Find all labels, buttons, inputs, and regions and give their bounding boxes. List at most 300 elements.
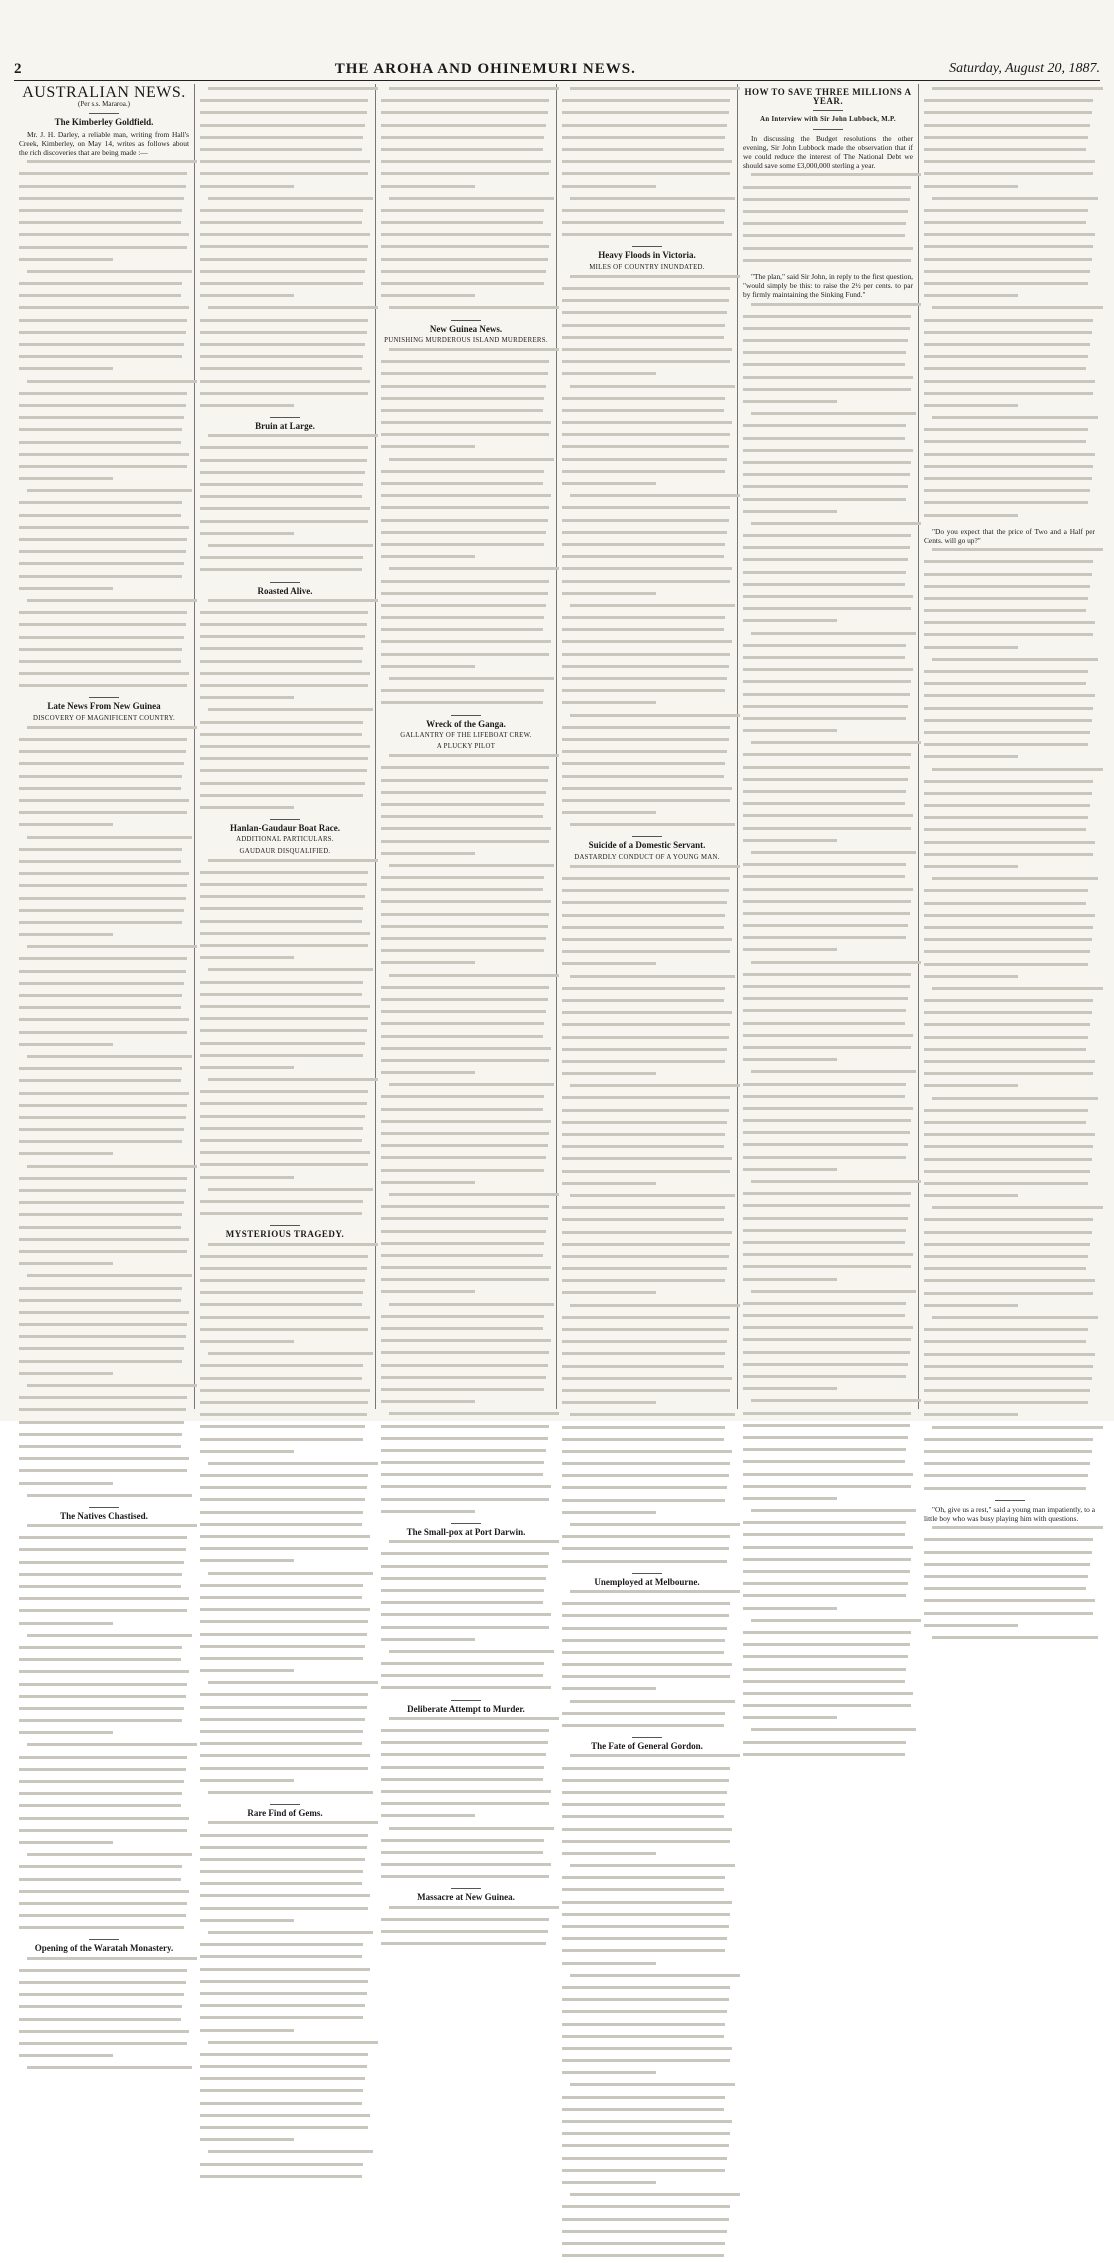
heading-mysterious-tragedy: MYSTERIOUS TRAGEDY. bbox=[225, 1229, 345, 1240]
text-line bbox=[924, 597, 1095, 606]
text-line bbox=[743, 1229, 913, 1238]
text-line bbox=[924, 343, 1095, 352]
text-line bbox=[924, 1474, 1095, 1483]
text-line bbox=[381, 1552, 551, 1561]
text-line bbox=[19, 1646, 189, 1655]
text-line bbox=[743, 210, 913, 219]
heading-massacre: Massacre at New Guinea. bbox=[417, 1892, 515, 1903]
text-line bbox=[381, 185, 551, 194]
text-line bbox=[562, 1352, 732, 1361]
text-line bbox=[743, 1643, 913, 1652]
text-line bbox=[562, 750, 732, 759]
text-line bbox=[562, 1651, 732, 1660]
text-line bbox=[381, 876, 551, 885]
text-line bbox=[200, 1127, 370, 1136]
text-line bbox=[562, 287, 732, 296]
divider bbox=[89, 113, 119, 114]
text-line bbox=[19, 897, 189, 906]
text-line bbox=[381, 677, 551, 686]
text-line bbox=[19, 197, 189, 206]
text-line bbox=[19, 1841, 189, 1850]
text-line bbox=[200, 1450, 370, 1459]
text-line bbox=[381, 1290, 551, 1299]
text-line bbox=[924, 99, 1095, 108]
text-line bbox=[381, 1778, 551, 1787]
text-line bbox=[19, 1993, 189, 2002]
text-line bbox=[743, 546, 913, 555]
text-line bbox=[562, 1974, 732, 1983]
text-line bbox=[743, 607, 913, 616]
text-line bbox=[200, 1005, 370, 1014]
text-line bbox=[924, 1243, 1095, 1252]
text-line bbox=[200, 1078, 370, 1087]
text-line bbox=[200, 895, 370, 904]
text-line bbox=[381, 1120, 551, 1129]
text-line bbox=[200, 1834, 370, 1843]
text-line bbox=[19, 836, 189, 845]
text-line bbox=[924, 1575, 1095, 1584]
text-line bbox=[200, 495, 370, 504]
text-line bbox=[200, 124, 370, 133]
text-line bbox=[562, 1767, 732, 1776]
text-line bbox=[924, 453, 1095, 462]
text-line bbox=[200, 1017, 370, 1026]
text-line bbox=[381, 1461, 551, 1470]
text-line bbox=[743, 705, 913, 714]
text-line bbox=[19, 1829, 189, 1838]
text-line bbox=[200, 532, 370, 541]
text-line bbox=[924, 926, 1095, 935]
text-line bbox=[381, 1918, 551, 1927]
text-line bbox=[743, 1704, 913, 1713]
text-line bbox=[562, 99, 732, 108]
text-line bbox=[200, 2077, 370, 2086]
text-line bbox=[743, 485, 913, 494]
text-line bbox=[562, 1096, 732, 1105]
text-line bbox=[562, 433, 732, 442]
text-line bbox=[381, 888, 551, 897]
text-line bbox=[743, 1497, 913, 1506]
text-line bbox=[200, 1377, 370, 1386]
divider bbox=[270, 417, 300, 418]
text-line bbox=[19, 575, 189, 584]
text-line bbox=[19, 172, 189, 181]
text-line bbox=[19, 1104, 189, 1113]
text-line bbox=[562, 1194, 732, 1203]
text-line bbox=[924, 416, 1095, 425]
divider bbox=[451, 1700, 481, 1701]
text-line bbox=[562, 1962, 732, 1971]
body-text bbox=[19, 1524, 189, 1935]
text-line bbox=[381, 111, 551, 120]
text-line bbox=[924, 1413, 1095, 1422]
heading-gordon: The Fate of General Gordon. bbox=[591, 1741, 703, 1752]
text-line bbox=[924, 172, 1095, 181]
text-line bbox=[381, 640, 551, 649]
text-line bbox=[743, 1143, 913, 1152]
text-line bbox=[381, 1108, 551, 1117]
text-line bbox=[743, 400, 913, 409]
heading-natives-chastised: The Natives Chastised. bbox=[60, 1510, 148, 1521]
text-line bbox=[200, 1669, 370, 1678]
text-line bbox=[200, 1267, 370, 1276]
text-line bbox=[381, 1686, 551, 1695]
text-line bbox=[381, 1851, 551, 1860]
text-line bbox=[743, 912, 913, 921]
column-6 bbox=[919, 84, 1100, 1523]
text-line bbox=[743, 985, 913, 994]
text-line bbox=[200, 258, 370, 267]
text-line bbox=[200, 672, 370, 681]
text-line bbox=[200, 859, 370, 868]
text-line bbox=[562, 938, 732, 947]
text-line bbox=[562, 1462, 732, 1471]
text-line bbox=[381, 1059, 551, 1068]
text-line bbox=[19, 1926, 189, 1935]
text-line bbox=[381, 543, 551, 552]
text-line bbox=[19, 1360, 189, 1369]
text-line bbox=[19, 1165, 189, 1174]
text-line bbox=[924, 270, 1095, 279]
text-line bbox=[19, 1421, 189, 1430]
text-line bbox=[381, 1327, 551, 1336]
text-line bbox=[743, 1375, 913, 1384]
text-line bbox=[19, 636, 189, 645]
text-line bbox=[743, 1680, 913, 1689]
text-line bbox=[743, 222, 913, 231]
text-line bbox=[743, 198, 913, 207]
text-line bbox=[19, 1981, 189, 1990]
text-line bbox=[381, 209, 551, 218]
text-line bbox=[562, 1724, 732, 1733]
text-line bbox=[381, 701, 551, 710]
text-line bbox=[381, 1156, 551, 1165]
text-line bbox=[200, 1151, 370, 1160]
text-line bbox=[924, 1328, 1095, 1337]
text-line bbox=[562, 372, 732, 381]
text-line bbox=[200, 1066, 370, 1075]
text-line bbox=[562, 580, 732, 589]
text-line bbox=[924, 294, 1095, 303]
text-line bbox=[743, 1582, 913, 1591]
text-line bbox=[19, 1128, 189, 1137]
text-line bbox=[743, 376, 913, 385]
text-line bbox=[200, 1243, 370, 1252]
text-line bbox=[924, 1084, 1095, 1093]
text-line bbox=[19, 1311, 189, 1320]
text-line bbox=[562, 1499, 732, 1508]
text-line bbox=[562, 1413, 732, 1422]
text-line bbox=[924, 111, 1095, 120]
text-line bbox=[200, 1255, 370, 1264]
text-line bbox=[200, 611, 370, 620]
text-line bbox=[200, 1931, 370, 1940]
text-line bbox=[200, 1645, 370, 1654]
text-line bbox=[381, 197, 551, 206]
text-line bbox=[924, 585, 1095, 594]
text-line bbox=[924, 1109, 1095, 1118]
text-line bbox=[19, 848, 189, 857]
text-line bbox=[743, 1692, 913, 1701]
text-line bbox=[743, 522, 913, 531]
text-line bbox=[562, 1218, 732, 1227]
text-line bbox=[19, 1792, 189, 1801]
text-line bbox=[562, 1754, 732, 1763]
text-line bbox=[200, 1919, 370, 1928]
text-line bbox=[381, 1613, 551, 1622]
text-line bbox=[381, 840, 551, 849]
text-line bbox=[200, 404, 370, 413]
text-line bbox=[19, 1226, 189, 1235]
text-line bbox=[924, 514, 1095, 523]
text-line bbox=[200, 319, 370, 328]
divider bbox=[270, 582, 300, 583]
text-line bbox=[743, 973, 913, 982]
text-line bbox=[19, 1213, 189, 1222]
text-line bbox=[381, 385, 551, 394]
text-line bbox=[924, 245, 1095, 254]
text-line bbox=[562, 775, 732, 784]
text-line bbox=[562, 2181, 732, 2190]
text-line bbox=[381, 1254, 551, 1263]
text-line bbox=[562, 2157, 732, 2166]
text-line bbox=[381, 1242, 551, 1251]
heading-rare-find: Rare Find of Gems. bbox=[247, 1808, 323, 1819]
text-line bbox=[743, 1034, 913, 1043]
text-line bbox=[19, 465, 189, 474]
text-line bbox=[19, 823, 189, 832]
text-line bbox=[19, 2066, 189, 2075]
text-line bbox=[562, 555, 732, 564]
text-line bbox=[19, 1890, 189, 1899]
text-line bbox=[381, 294, 551, 303]
subheading-inundated: MILES OF COUNTRY INUNDATED. bbox=[589, 263, 705, 271]
text-line bbox=[562, 567, 732, 576]
body-text bbox=[381, 1906, 551, 1952]
text-line bbox=[19, 1817, 189, 1826]
text-line bbox=[743, 717, 913, 726]
text-line bbox=[381, 1473, 551, 1482]
text-line bbox=[200, 932, 370, 941]
text-line bbox=[743, 461, 913, 470]
text-line bbox=[381, 270, 551, 279]
text-line bbox=[19, 1878, 189, 1887]
text-line bbox=[19, 1536, 189, 1545]
text-line bbox=[562, 1560, 732, 1569]
text-line bbox=[200, 1425, 370, 1434]
text-line bbox=[924, 1060, 1095, 1069]
text-line bbox=[19, 994, 189, 1003]
text-line bbox=[200, 1767, 370, 1776]
text-line bbox=[200, 1364, 370, 1373]
masthead bbox=[14, 58, 1100, 81]
text-line bbox=[19, 404, 189, 413]
text-line bbox=[200, 1102, 370, 1111]
text-line bbox=[200, 635, 370, 644]
text-line bbox=[562, 543, 732, 552]
text-line bbox=[562, 1206, 732, 1215]
text-line bbox=[19, 282, 189, 291]
text-line bbox=[743, 1728, 913, 1737]
divider bbox=[89, 697, 119, 698]
text-line bbox=[562, 311, 732, 320]
text-line bbox=[562, 1876, 732, 1885]
text-line bbox=[19, 331, 189, 340]
text-line bbox=[200, 757, 370, 766]
text-line bbox=[924, 999, 1095, 1008]
text-line bbox=[200, 2102, 370, 2111]
text-line bbox=[924, 1072, 1095, 1081]
text-line bbox=[381, 1132, 551, 1141]
text-line bbox=[924, 209, 1095, 218]
text-line bbox=[19, 1561, 189, 1570]
text-line bbox=[381, 1425, 551, 1434]
body-text bbox=[19, 726, 189, 1503]
text-line bbox=[562, 1145, 732, 1154]
text-line bbox=[381, 1412, 551, 1421]
text-line bbox=[743, 234, 913, 243]
text-line bbox=[381, 1181, 551, 1190]
text-line bbox=[924, 404, 1095, 413]
text-line bbox=[19, 1731, 189, 1740]
text-line bbox=[200, 434, 370, 443]
text-line bbox=[562, 2010, 732, 2019]
text-line bbox=[562, 714, 732, 723]
text-line bbox=[924, 1340, 1095, 1349]
text-line bbox=[200, 745, 370, 754]
text-line bbox=[19, 872, 189, 881]
text-line bbox=[381, 1906, 551, 1915]
text-line bbox=[200, 380, 370, 389]
subheading-gallantry: GALLANTRY OF THE LIFEBOAT CREW. bbox=[400, 731, 532, 739]
text-line bbox=[743, 1070, 913, 1079]
text-line bbox=[562, 1304, 732, 1313]
text-line bbox=[381, 1565, 551, 1574]
text-line bbox=[381, 348, 551, 357]
text-line bbox=[200, 1486, 370, 1495]
text-line bbox=[743, 1631, 913, 1640]
text-line bbox=[200, 87, 370, 96]
text-line bbox=[381, 1303, 551, 1312]
text-line bbox=[562, 336, 732, 345]
text-line bbox=[381, 974, 551, 983]
text-line bbox=[200, 568, 370, 577]
text-line bbox=[381, 1193, 551, 1202]
divider bbox=[813, 110, 843, 111]
text-line bbox=[562, 1864, 732, 1873]
text-line bbox=[924, 1279, 1095, 1288]
subheading-gaudaur: GAUDAUR DISQUALIFIED. bbox=[239, 847, 331, 855]
subheading-interview: An Interview with Sir John Lubbock, M.P. bbox=[760, 116, 896, 124]
text-line bbox=[743, 753, 913, 762]
text-line bbox=[381, 99, 551, 108]
text-line bbox=[562, 445, 732, 454]
text-line bbox=[381, 458, 551, 467]
body-text bbox=[562, 87, 732, 242]
text-line bbox=[200, 459, 370, 468]
text-line bbox=[200, 99, 370, 108]
text-line bbox=[743, 1448, 913, 1457]
text-line bbox=[924, 682, 1095, 691]
text-line bbox=[381, 827, 551, 836]
text-line bbox=[743, 888, 913, 897]
text-line bbox=[743, 558, 913, 567]
text-line bbox=[19, 392, 189, 401]
text-line bbox=[743, 437, 913, 446]
text-line bbox=[19, 860, 189, 869]
text-line bbox=[19, 2042, 189, 2051]
text-line bbox=[200, 2065, 370, 2074]
heading-bruin: Bruin at Large. bbox=[255, 421, 315, 432]
text-line bbox=[743, 1180, 913, 1189]
text-line bbox=[562, 1815, 732, 1824]
text-line bbox=[200, 907, 370, 916]
text-line bbox=[924, 633, 1095, 642]
text-line bbox=[562, 2242, 732, 2251]
text-line bbox=[562, 2108, 732, 2117]
text-line bbox=[743, 1278, 913, 1287]
text-line bbox=[562, 1121, 732, 1130]
text-line bbox=[562, 1840, 732, 1849]
heading-suicide: Suicide of a Domestic Servant. bbox=[588, 840, 706, 851]
text-line bbox=[562, 1450, 732, 1459]
text-line bbox=[562, 1328, 732, 1337]
text-line bbox=[562, 275, 732, 284]
text-line bbox=[200, 367, 370, 376]
text-line bbox=[562, 640, 732, 649]
text-line bbox=[562, 1803, 732, 1812]
text-line bbox=[381, 1437, 551, 1446]
text-line bbox=[200, 136, 370, 145]
text-line bbox=[562, 1791, 732, 1800]
text-line bbox=[381, 937, 551, 946]
plan-paragraph: "The plan," said Sir John, in reply to the first question, "would simply be this: to raise the 2½ per cents. to par by firmly maintaining the Sinking Fund." bbox=[743, 271, 913, 300]
text-line bbox=[562, 762, 732, 771]
text-line bbox=[381, 1930, 551, 1939]
text-line bbox=[562, 2071, 732, 2080]
text-line bbox=[562, 1901, 732, 1910]
text-line bbox=[924, 1048, 1095, 1057]
text-line bbox=[562, 494, 732, 503]
text-line bbox=[19, 1250, 189, 1259]
text-line bbox=[924, 1551, 1095, 1560]
text-line bbox=[19, 306, 189, 315]
text-line bbox=[200, 172, 370, 181]
text-line bbox=[381, 160, 551, 169]
text-line bbox=[743, 449, 913, 458]
text-line bbox=[381, 1753, 551, 1762]
heading-deliberate-attempt: Deliberate Attempt to Murder. bbox=[407, 1703, 525, 1714]
text-line bbox=[924, 573, 1095, 582]
text-line bbox=[381, 494, 551, 503]
text-line bbox=[19, 270, 189, 279]
text-line bbox=[743, 1095, 913, 1104]
text-line bbox=[19, 221, 189, 230]
divider bbox=[995, 1500, 1025, 1501]
heading-waratah: Opening of the Waratah Monastery. bbox=[34, 1943, 174, 1954]
text-line bbox=[381, 1875, 551, 1884]
text-line bbox=[924, 1599, 1095, 1608]
text-line bbox=[924, 1538, 1095, 1547]
text-line bbox=[200, 331, 370, 340]
text-line bbox=[200, 968, 370, 977]
text-line bbox=[381, 258, 551, 267]
text-line bbox=[381, 653, 551, 662]
text-line bbox=[924, 1587, 1095, 1596]
text-line bbox=[562, 2205, 732, 2214]
text-line bbox=[562, 1547, 732, 1556]
text-line bbox=[924, 1170, 1095, 1179]
